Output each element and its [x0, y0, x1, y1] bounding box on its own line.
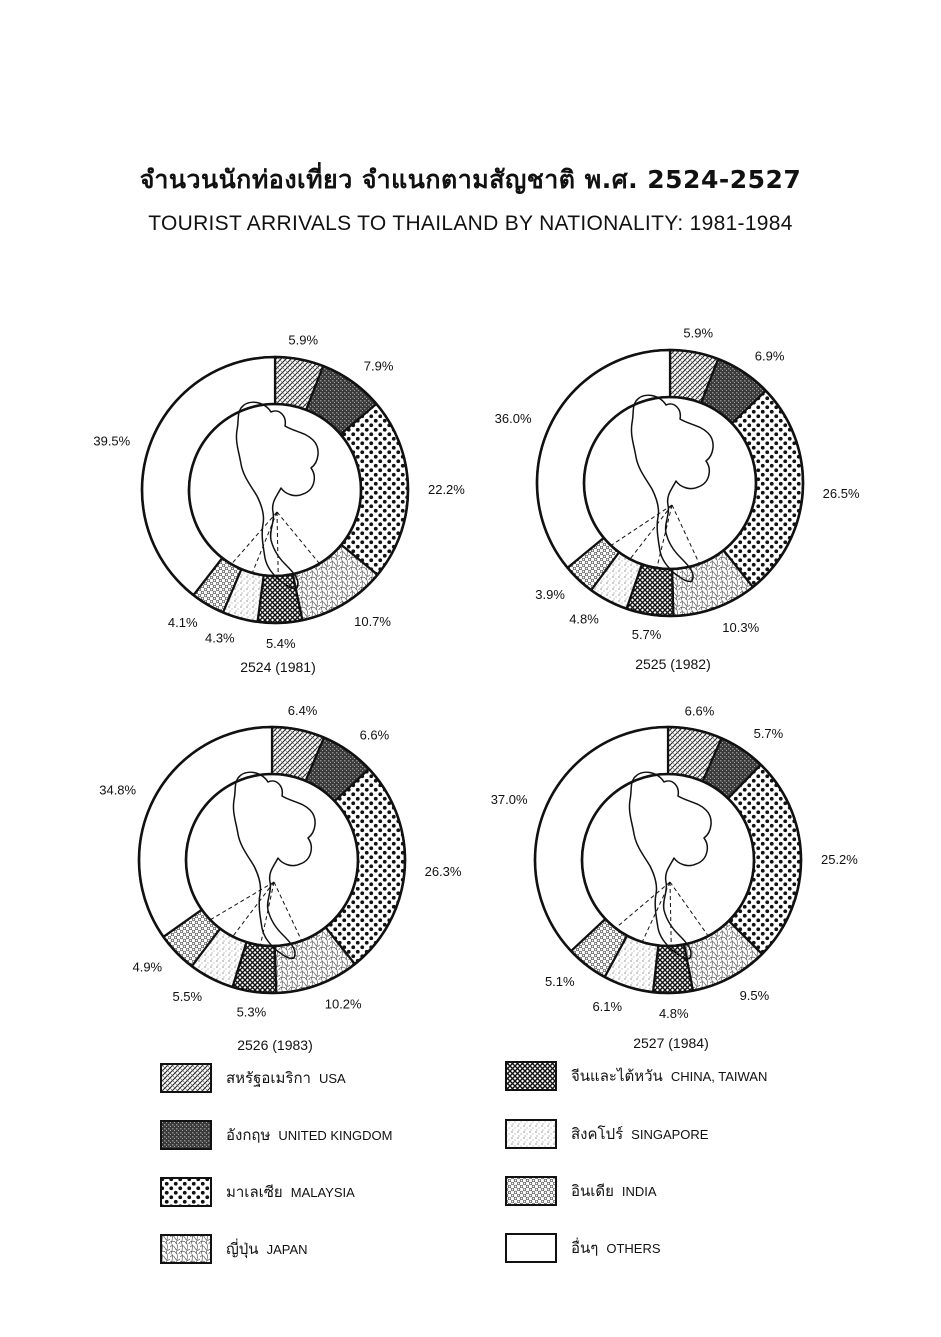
- label-usa: 6.4%: [287, 703, 318, 719]
- legend-label-thai: อื่นๆ: [571, 1239, 599, 1257]
- legend-swatch-singapore: [505, 1119, 557, 1149]
- label-japan: 10.2%: [324, 996, 362, 1012]
- legend-label-thai: สหรัฐอเมริกา: [226, 1069, 311, 1087]
- label-japan: 9.5%: [739, 988, 770, 1004]
- legend-label-english: SINGAPORE: [631, 1126, 709, 1142]
- label-india: 4.9%: [132, 959, 163, 975]
- legend-label-thai: มาเลเซีย: [226, 1183, 283, 1201]
- label-others: 39.5%: [93, 433, 131, 449]
- leader-line-japan: [274, 882, 302, 941]
- label-japan: 10.7%: [354, 613, 391, 629]
- legend-label-english: UNITED KINGDOM: [278, 1127, 393, 1143]
- donut-chart-1: [93, 333, 465, 675]
- slice-malaysia: [724, 391, 803, 587]
- legend-label-thai: จีนและไต้หวัน: [571, 1067, 663, 1085]
- chart-year-label: 2527 (1984): [633, 1035, 709, 1051]
- label-japan: 10.3%: [722, 619, 760, 635]
- label-malaysia: 26.3%: [424, 864, 462, 880]
- legend-item-usa: [160, 1063, 346, 1093]
- label-singapore: 5.5%: [172, 989, 203, 1005]
- legend-swatch-japan: [160, 1234, 212, 1264]
- label-others: 36.0%: [494, 410, 532, 426]
- leader-line-japan: [672, 505, 699, 564]
- label-india: 5.1%: [544, 974, 575, 990]
- legend-item-malaysia: [160, 1177, 355, 1207]
- label-singapore: 6.1%: [592, 998, 623, 1014]
- legend-item-others: [505, 1233, 661, 1263]
- legend-item-india: [505, 1176, 657, 1206]
- legend-swatch-malaysia: [160, 1177, 212, 1207]
- legend-label-english: CHINA, TAIWAN: [670, 1068, 768, 1084]
- slice-malaysia: [728, 765, 801, 954]
- label-china-taiwan: 5.7%: [631, 627, 662, 643]
- label-uk: 6.6%: [359, 727, 390, 743]
- label-malaysia: 25.2%: [820, 852, 858, 868]
- title-english: TOURIST ARRIVALS TO THAILAND BY NATIONALITY: 1981-1984: [148, 212, 793, 235]
- legend-swatch-india: [505, 1176, 557, 1206]
- thailand-map: [629, 772, 711, 958]
- slice-malaysia: [326, 769, 405, 964]
- slice-others: [139, 727, 272, 937]
- label-singapore: 4.3%: [204, 630, 235, 646]
- label-china-taiwan: 4.8%: [658, 1005, 689, 1021]
- label-usa: 6.6%: [684, 703, 715, 719]
- label-usa: 5.9%: [288, 332, 319, 348]
- label-malaysia: 22.2%: [427, 482, 465, 498]
- thailand-map: [631, 395, 713, 581]
- slice-malaysia: [341, 404, 408, 575]
- chart-year-label: 2525 (1982): [635, 656, 711, 672]
- leader-line-china-taiwan: [260, 882, 274, 945]
- label-india: 3.9%: [535, 587, 565, 603]
- leader-line-japan: [670, 882, 708, 936]
- legend-label-thai: ญี่ปุ่น: [226, 1240, 259, 1258]
- legend-label-thai: อินเดีย: [571, 1182, 614, 1200]
- legend-swatch-others: [505, 1233, 557, 1263]
- leader-line-china-taiwan: [670, 882, 671, 946]
- legend-item-japan: [160, 1234, 308, 1264]
- legend-label-english: USA: [318, 1070, 346, 1086]
- legend-label-english: OTHERS: [606, 1240, 661, 1256]
- chart-year-label: 2524 (1981): [240, 659, 316, 675]
- label-india: 4.1%: [167, 614, 198, 630]
- legend-item-china-taiwan: [505, 1061, 767, 1091]
- label-china-taiwan: 5.3%: [236, 1004, 267, 1020]
- label-others: 37.0%: [490, 792, 528, 808]
- label-uk: 6.9%: [754, 348, 785, 364]
- donut-chart-2: [495, 326, 860, 672]
- thailand-map: [236, 402, 318, 588]
- legend-label-thai: อังกฤษ: [226, 1126, 271, 1144]
- leader-line-japan: [277, 512, 319, 564]
- leader-line-india: [616, 882, 670, 928]
- label-singapore: 4.8%: [569, 611, 599, 627]
- chart-year-label: 2526 (1983): [237, 1037, 313, 1053]
- slice-others: [537, 350, 670, 568]
- legend-label-english: INDIA: [621, 1183, 657, 1199]
- leader-line-india: [611, 505, 672, 546]
- legend-swatch-usa: [160, 1063, 212, 1093]
- label-china-taiwan: 5.4%: [265, 635, 296, 651]
- label-uk: 5.7%: [753, 726, 784, 742]
- label-others: 34.8%: [99, 782, 137, 798]
- legend-swatch-china-taiwan: [505, 1061, 557, 1091]
- thailand-map: [233, 772, 315, 958]
- label-usa: 5.9%: [683, 325, 714, 341]
- legend-label-english: MALAYSIA: [290, 1184, 355, 1200]
- legend-item-singapore: [505, 1119, 708, 1149]
- legend-swatch-uk: [160, 1120, 212, 1150]
- legend-label-english: JAPAN: [266, 1241, 308, 1257]
- label-uk: 7.9%: [363, 358, 394, 374]
- leader-line-china-taiwan: [277, 512, 278, 576]
- legend-label-thai: สิงคโปร์: [571, 1125, 624, 1143]
- slice-others: [535, 727, 668, 951]
- leader-line-india: [210, 882, 274, 920]
- title-thai: จำนวนนักท่องเที่ยว จำแนกตามสัญชาติ พ.ศ. 2524-2527: [139, 165, 802, 194]
- legend-item-uk: [160, 1120, 393, 1150]
- donut-chart-4: [491, 703, 859, 1051]
- label-malaysia: 26.5%: [822, 486, 860, 502]
- donut-chart-3: [99, 703, 462, 1053]
